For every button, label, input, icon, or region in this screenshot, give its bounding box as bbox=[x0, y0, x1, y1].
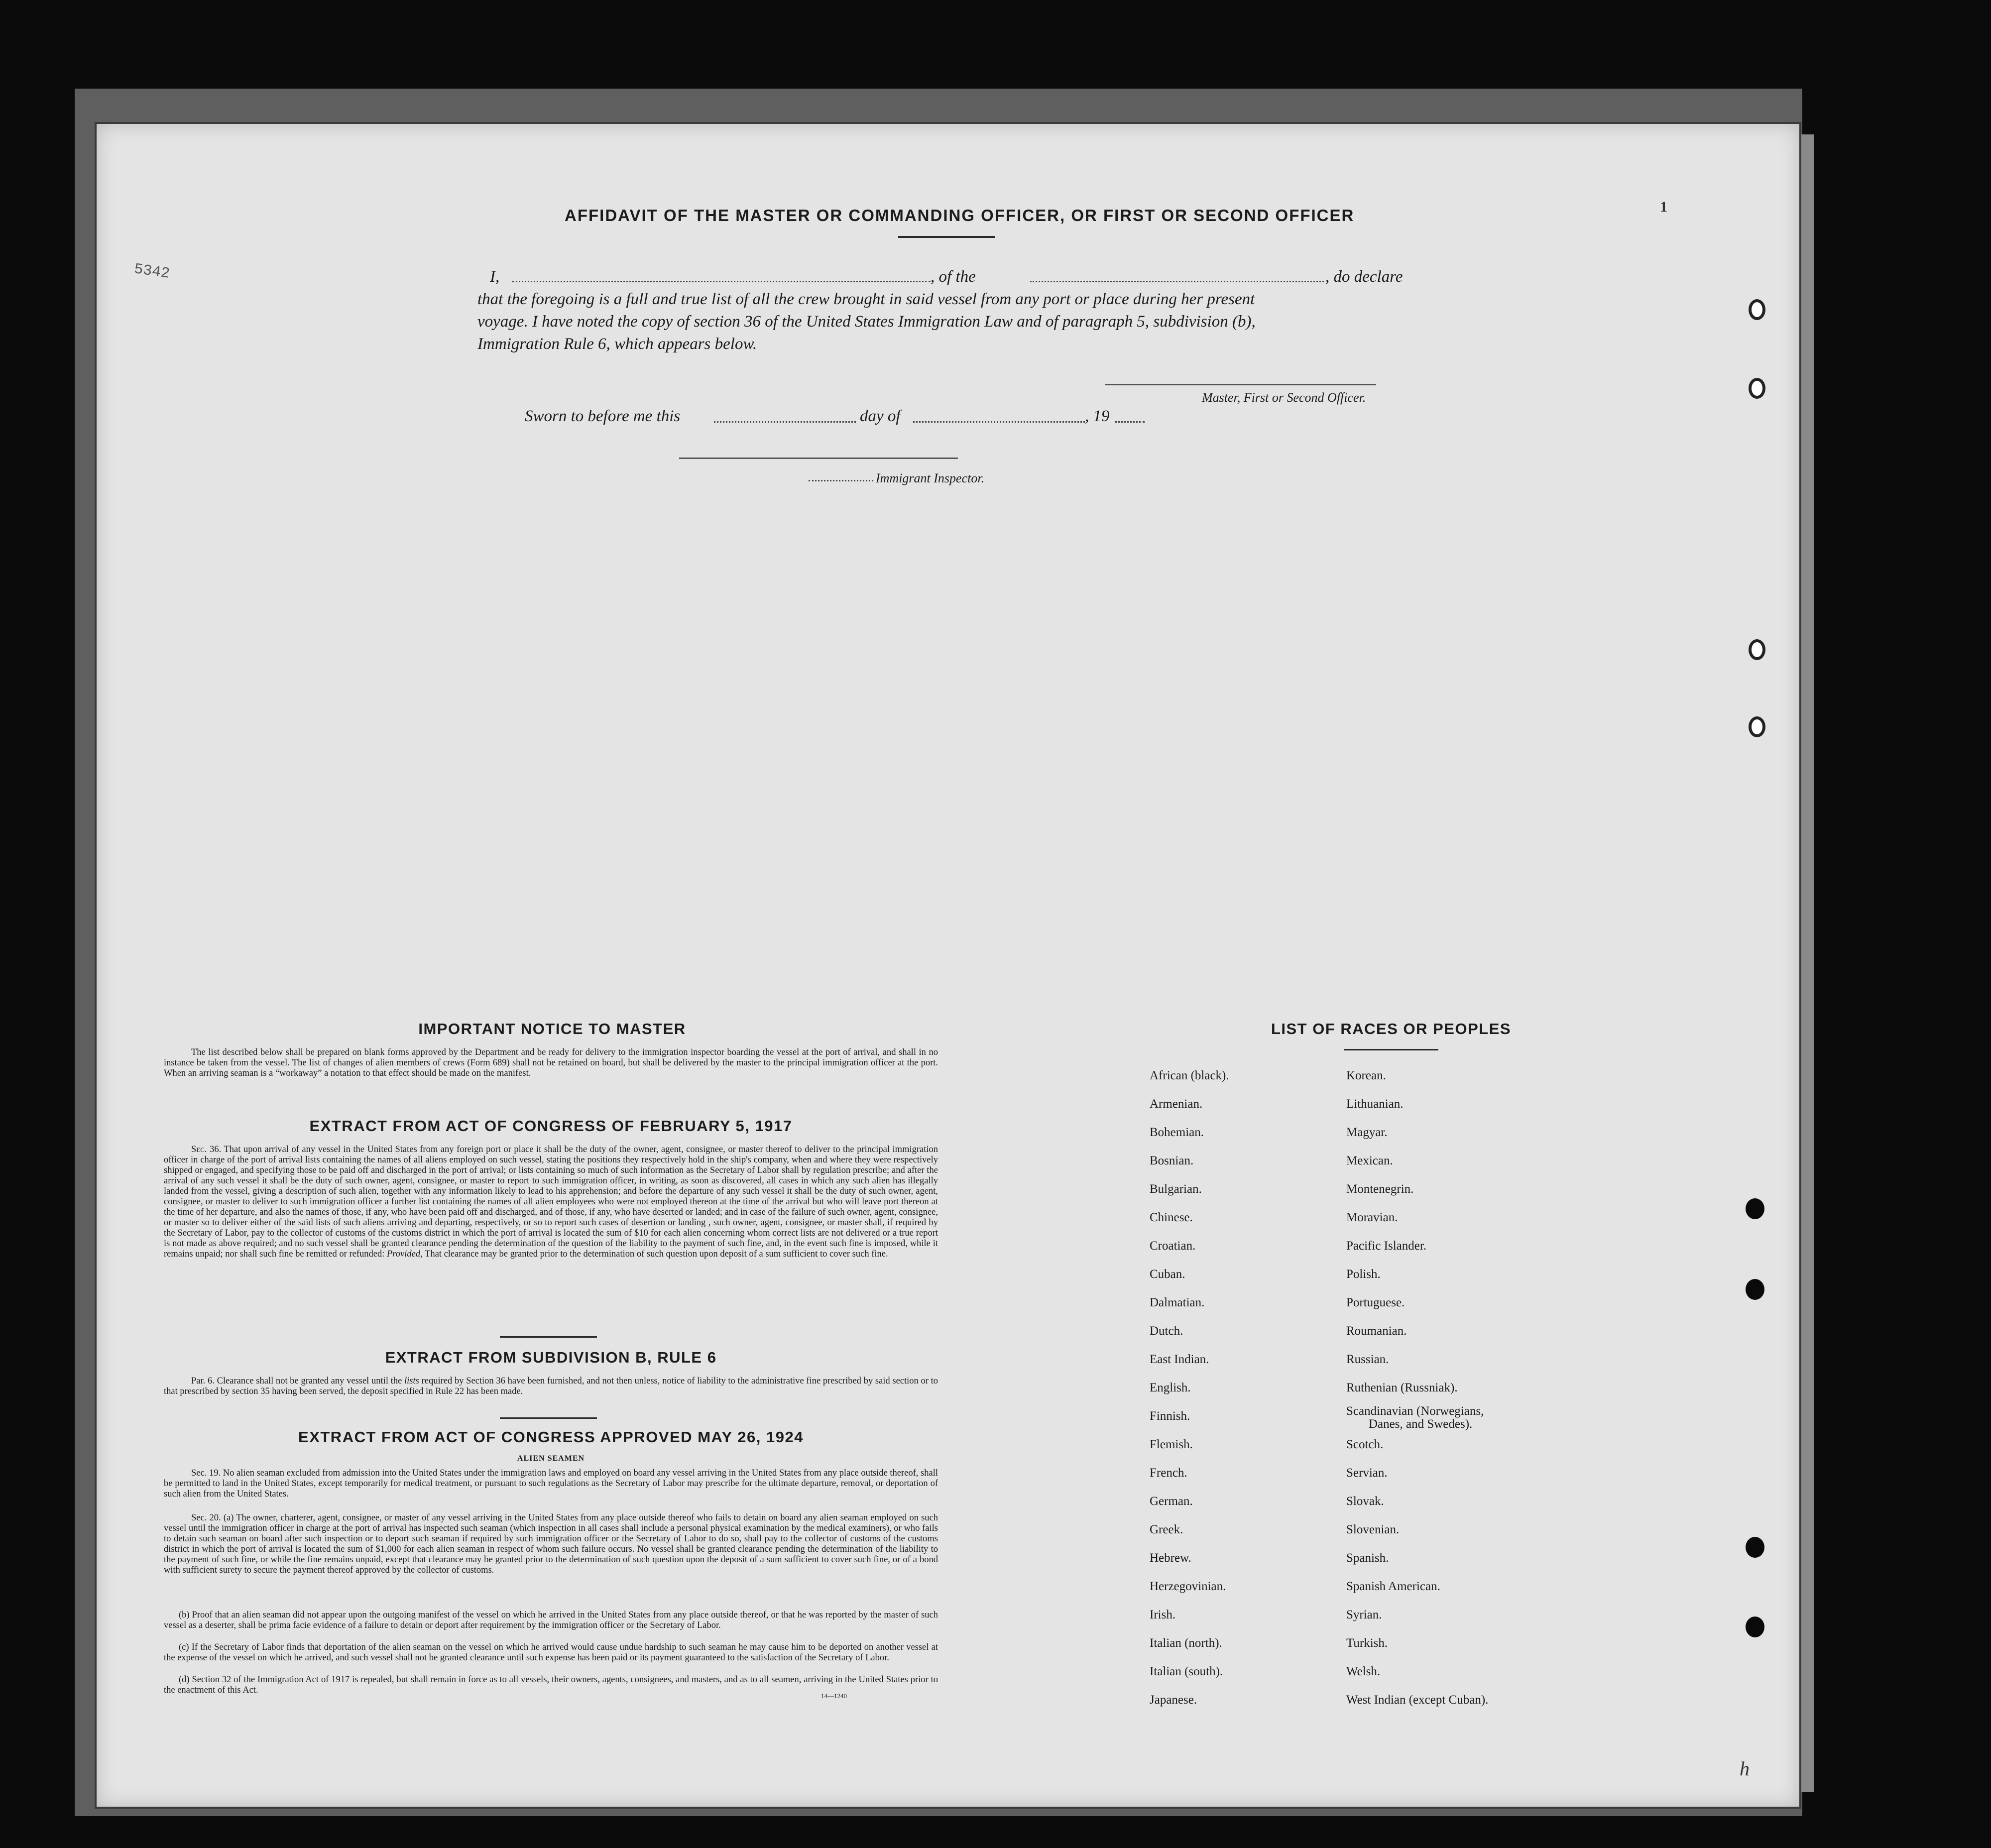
sec20d-paragraph: (d) Section 32 of the Immigration Act of 1917 is repealed, but shall remain in force as to all vessels, their owners, agents, consignees, and masters, and as to all seamen, arriving in the United States prior to the enactment of this Act. bbox=[164, 1675, 938, 1695]
sec36-provided: Provided, bbox=[386, 1249, 423, 1259]
sworn-day-of: day of bbox=[860, 407, 901, 425]
sec19-text: No alien seaman excluded from admission into the United States under the immigration laws and employed on board any vessel arriving in the United States from any place outside thereof, shall be permitted to land in the United States, except temporarily for medical treatment, or pursuant to such regulations as the Secretary of Labor may prescribe for the ultimate departure, removal, or deportation of such alien from the United States. bbox=[164, 1468, 938, 1499]
race-col2-0: Korean. bbox=[1346, 1069, 1386, 1082]
binder-hole-5 bbox=[1746, 1198, 1764, 1219]
race-col2-4: Montenegrin. bbox=[1346, 1182, 1414, 1196]
inspector-signature-line bbox=[679, 458, 958, 459]
vessel-blank bbox=[1030, 281, 1324, 282]
binder-hole-7 bbox=[1746, 1537, 1764, 1558]
race-col2-20: Turkish. bbox=[1346, 1636, 1388, 1650]
race-col2-11: Ruthenian (Russniak). bbox=[1346, 1381, 1458, 1394]
name-blank bbox=[512, 281, 931, 282]
inspector-dots bbox=[809, 480, 873, 481]
binder-hole-2 bbox=[1749, 378, 1765, 399]
par6-lists: lists bbox=[404, 1376, 419, 1386]
race-col1-1: Armenian. bbox=[1150, 1097, 1203, 1111]
race-col2-15: Slovak. bbox=[1346, 1495, 1384, 1508]
race-col1-13: Flemish. bbox=[1150, 1438, 1193, 1451]
notice-body: The list described below shall be prepared on blank forms approved by the Department and be ready for delivery to the immigration inspector boarding the vessel at the port of arrival, and shall in no instance be taken from the vessel. The list of changes of alien members of crews (Form 689) shall not be retained on board, but shall be delivered by the master to the principal immigration officer at the port. When an arriving seaman is a “workaway” a notation to that effect should be made on the manifest. bbox=[164, 1047, 938, 1078]
section-divider-2 bbox=[500, 1417, 597, 1419]
form-number: 14—1240 bbox=[821, 1692, 847, 1700]
sworn-month-blank bbox=[913, 421, 1085, 423]
affidavit-declare: , do declare bbox=[1325, 268, 1403, 286]
race-col1-16: Greek. bbox=[1150, 1523, 1183, 1536]
binder-hole-6 bbox=[1746, 1279, 1764, 1300]
affidavit-line-3: voyage. I have noted the copy of section 36 of the United States Immigration Law and of paragraph 5, subdivision (b), bbox=[477, 313, 1256, 331]
race-col2-10: Russian. bbox=[1346, 1353, 1389, 1366]
race-col1-19: Irish. bbox=[1150, 1608, 1176, 1621]
section-divider-1 bbox=[500, 1336, 597, 1338]
sec20a-paragraph bbox=[164, 1513, 938, 1576]
race-col1-14: French. bbox=[1150, 1466, 1187, 1480]
race-col2-6: Pacific Islander. bbox=[1346, 1239, 1427, 1253]
affidavit-line-2: that the foregoing is a full and true list of all the crew brought in said vessel from any port or place during her present bbox=[477, 290, 1255, 308]
race-col2-12-cont: Danes, and Swedes). bbox=[1369, 1417, 1473, 1431]
race-col2-1: Lithuanian. bbox=[1346, 1097, 1404, 1111]
affidavit-of-the: , of the bbox=[931, 268, 976, 286]
sworn-day-blank bbox=[714, 421, 856, 423]
race-col2-8: Portuguese. bbox=[1346, 1296, 1405, 1309]
race-col2-17: Spanish. bbox=[1346, 1551, 1389, 1565]
sec20b-paragraph: (b) Proof that an alien seaman did not appear upon the outgoing manifest of the vessel on which he arrived in the United States from any place outside thereof, or that he was reported by the master of such vessel as a deserter, shall be prima facie evidence of a failure to detain or deport after requirement by the immigration officer or the Secretary of Labor. bbox=[164, 1610, 938, 1630]
race-col2-5: Moravian. bbox=[1346, 1211, 1398, 1224]
top-right-mark: 1 bbox=[1660, 199, 1667, 215]
race-col1-7: Cuban. bbox=[1150, 1268, 1185, 1281]
race-col1-15: German. bbox=[1150, 1495, 1193, 1508]
race-col1-21: Italian (south). bbox=[1150, 1665, 1223, 1678]
race-col2-9: Roumanian. bbox=[1346, 1324, 1407, 1338]
race-col1-4: Bulgarian. bbox=[1150, 1182, 1202, 1196]
extract-1924-title: EXTRACT FROM ACT OF CONGRESS APPROVED MAY 26, 1924 bbox=[298, 1428, 804, 1446]
race-col1-18: Herzegovinian. bbox=[1150, 1580, 1226, 1593]
race-col1-10: East Indian. bbox=[1150, 1353, 1209, 1366]
races-title: LIST OF RACES OR PEOPLES bbox=[1271, 1020, 1512, 1038]
handwritten-number: 5342 bbox=[132, 261, 171, 283]
race-col1-11: English. bbox=[1150, 1381, 1191, 1394]
race-col2-19: Syrian. bbox=[1346, 1608, 1382, 1621]
sworn-year: , 19 bbox=[1085, 407, 1110, 425]
subdivision-title: EXTRACT FROM SUBDIVISION B, RULE 6 bbox=[385, 1349, 717, 1366]
race-col2-16: Slovenian. bbox=[1346, 1523, 1400, 1536]
sworn-prefix: Sworn to before me this bbox=[525, 407, 681, 425]
race-col1-9: Dutch. bbox=[1150, 1324, 1183, 1338]
race-col1-12: Finnish. bbox=[1150, 1409, 1190, 1423]
sec19-paragraph bbox=[164, 1468, 938, 1500]
race-col2-21: Welsh. bbox=[1346, 1665, 1381, 1678]
par6-label: Par. 6. bbox=[191, 1376, 215, 1386]
race-col1-6: Croatian. bbox=[1150, 1239, 1196, 1253]
race-col1-0: African (black). bbox=[1150, 1069, 1229, 1082]
race-col2-22: West Indian (except Cuban). bbox=[1346, 1693, 1489, 1707]
alien-seamen-subtitle: ALIEN SEAMEN bbox=[517, 1454, 585, 1463]
sworn-year-blank bbox=[1115, 421, 1145, 423]
sec36-label: Sec. 36. bbox=[191, 1145, 222, 1155]
document-page bbox=[95, 122, 1801, 1809]
inspector-label: Immigrant Inspector. bbox=[876, 471, 985, 485]
sec20a-text: (a) The owner, charterer, agent, consignee, or master of any vessel arriving in the United States from any place outside thereof who fails to detain on board any alien seaman employed on such vessel until the immigration officer in charge at the port of arrival has inspected such seaman (which inspection in all cases shall include a personal physical examination by the medical examiners), or who fails to detain such seaman on board after such inspection or to deport such seaman if required by such immigration officer or the Secretary of Labor to do so, shall pay to the collector of customs of the customs district in which the port of arrival is located the sum of $1,000 for each alien seaman in respect of whom such failure occurs. No vessel shall be granted clearance pending the determination of the liability to the payment of such fine, or while the fine remains unpaid, except that clearance may be granted prior to the determination of such question upon the deposit of a sum sufficient to cover such fine, or of a bond with sufficient surety to secure the payment thereof approved by the collector of customs. bbox=[164, 1513, 938, 1575]
sec36-tail: That clearance may be granted prior to the determination of such question upon deposit of a sum sufficient to cover such fine. bbox=[425, 1249, 888, 1259]
race-col2-7: Polish. bbox=[1346, 1268, 1381, 1281]
race-col2-14: Servian. bbox=[1346, 1466, 1388, 1480]
race-col1-8: Dalmatian. bbox=[1150, 1296, 1205, 1309]
affidavit-line-4: Immigration Rule 6, which appears below. bbox=[477, 335, 757, 353]
race-col1-5: Chinese. bbox=[1150, 1211, 1193, 1224]
race-col2-3: Mexican. bbox=[1346, 1154, 1393, 1167]
binder-hole-1 bbox=[1749, 299, 1765, 320]
master-signature-line bbox=[1105, 384, 1376, 385]
par6-text-a: Clearance shall not be granted any vessel until the bbox=[217, 1376, 402, 1386]
binder-hole-4 bbox=[1749, 716, 1765, 737]
races-title-rule bbox=[1344, 1049, 1438, 1050]
par6-text-b: required by Section 36 have been furnished, and not then unless, notice of liability to the administrative fine prescribed by said section or to that prescribed by section 35 having been served, the deposit specified in Rule 22 has been made. bbox=[164, 1376, 938, 1396]
race-col2-2: Magyar. bbox=[1346, 1126, 1388, 1139]
binder-hole-8 bbox=[1746, 1617, 1764, 1637]
race-col2-12: Scandinavian (Norwegians, bbox=[1346, 1404, 1484, 1418]
extract-1917-body bbox=[164, 1145, 938, 1260]
sec20-label: Sec. 20. bbox=[191, 1513, 221, 1523]
race-col1-22: Japanese. bbox=[1150, 1693, 1197, 1707]
sec19-label: Sec. 19. bbox=[191, 1468, 221, 1478]
affidavit-i: I, bbox=[490, 268, 500, 286]
binder-hole-3 bbox=[1749, 639, 1765, 660]
race-col1-20: Italian (north). bbox=[1150, 1636, 1222, 1650]
master-signature-label: Master, First or Second Officer. bbox=[1202, 390, 1366, 405]
race-col2-13: Scotch. bbox=[1346, 1438, 1384, 1451]
affidavit-title: AFFIDAVIT OF THE MASTER OR COMMANDING OFFICER, OR FIRST OR SECOND OFFICER bbox=[565, 206, 1355, 225]
subdivision-body bbox=[164, 1376, 938, 1397]
notice-title: IMPORTANT NOTICE TO MASTER bbox=[418, 1020, 686, 1038]
race-col1-17: Hebrew. bbox=[1150, 1551, 1191, 1565]
race-col1-2: Bohemian. bbox=[1150, 1126, 1204, 1139]
extract-1917-title: EXTRACT FROM ACT OF CONGRESS OF FEBRUARY 5, 1917 bbox=[309, 1117, 793, 1135]
bottom-right-mark: h bbox=[1740, 1757, 1750, 1780]
race-col2-18: Spanish American. bbox=[1346, 1580, 1440, 1593]
race-col1-3: Bosnian. bbox=[1150, 1154, 1194, 1167]
sec36-text: That upon arrival of any vessel in the United States from any foreign port or place it shall be the duty of the owner, agent, consignee, or master thereof to deliver to the principal immigration officer in charge of the port of arrival lists containing the names of all aliens employed on such vessel, stating the positions they respectively hold in the ship's company, when and where they were respectively shipped or engaged, and specifying those to be paid off and discharged in the port of arrival; or lists containing so much of such information as the Secretary of Labor shall by regulation prescribe; and after the arrival of any such vessel it shall be the duty of such owner, agent, consignee, or master to report to such immigration officer, in writing, as soon as discovered, all cases in which any such alien has illegally landed from the vessel, giving a description of such alien, together with any information likely to lead to his apprehension; and before the departure of any such vessel it shall be the duty of such owner, agent, consignee, or master to deliver to such immigration officer a further list containing the names of all alien employees who were not employed thereon at the time of the arrival but who will leave port thereon at the time of her departure, and also the names of those, if any, who have been paid off and discharged, and of those, if any, who have deserted or landed; and in case of the failure of such owner, agent, consignee, or master so to deliver either of the said lists of such aliens arriving and departing, respectively, or so to report such cases of desertion or landing , such owner, agent, consignee, or master shall, if required by the Secretary of Labor, pay to the collector of customs of the customs district in which the port of arrival is located the sum of $10 for each alien concerning whom correct lists are not delivered or a true report is not made as above required; and no such vessel shall be granted clearance pending the determination of the question of the liability to the payment of such fine, and, in the event such fine is imposed, while it remains unpaid; nor shall such fine be remitted or refunded: bbox=[164, 1145, 938, 1259]
sec20c-paragraph: (c) If the Secretary of Labor finds that deportation of the alien seaman on the vessel on which he arrived would cause undue hardship to such seaman he may cause him to be deported on another vessel at the expense of the vessel on which he arrived, and such vessel shall not be granted clearance until such expense has been paid or its payment guaranteed to the satisfaction of the Secretary of Labor. bbox=[164, 1642, 938, 1663]
title-rule bbox=[898, 236, 995, 238]
